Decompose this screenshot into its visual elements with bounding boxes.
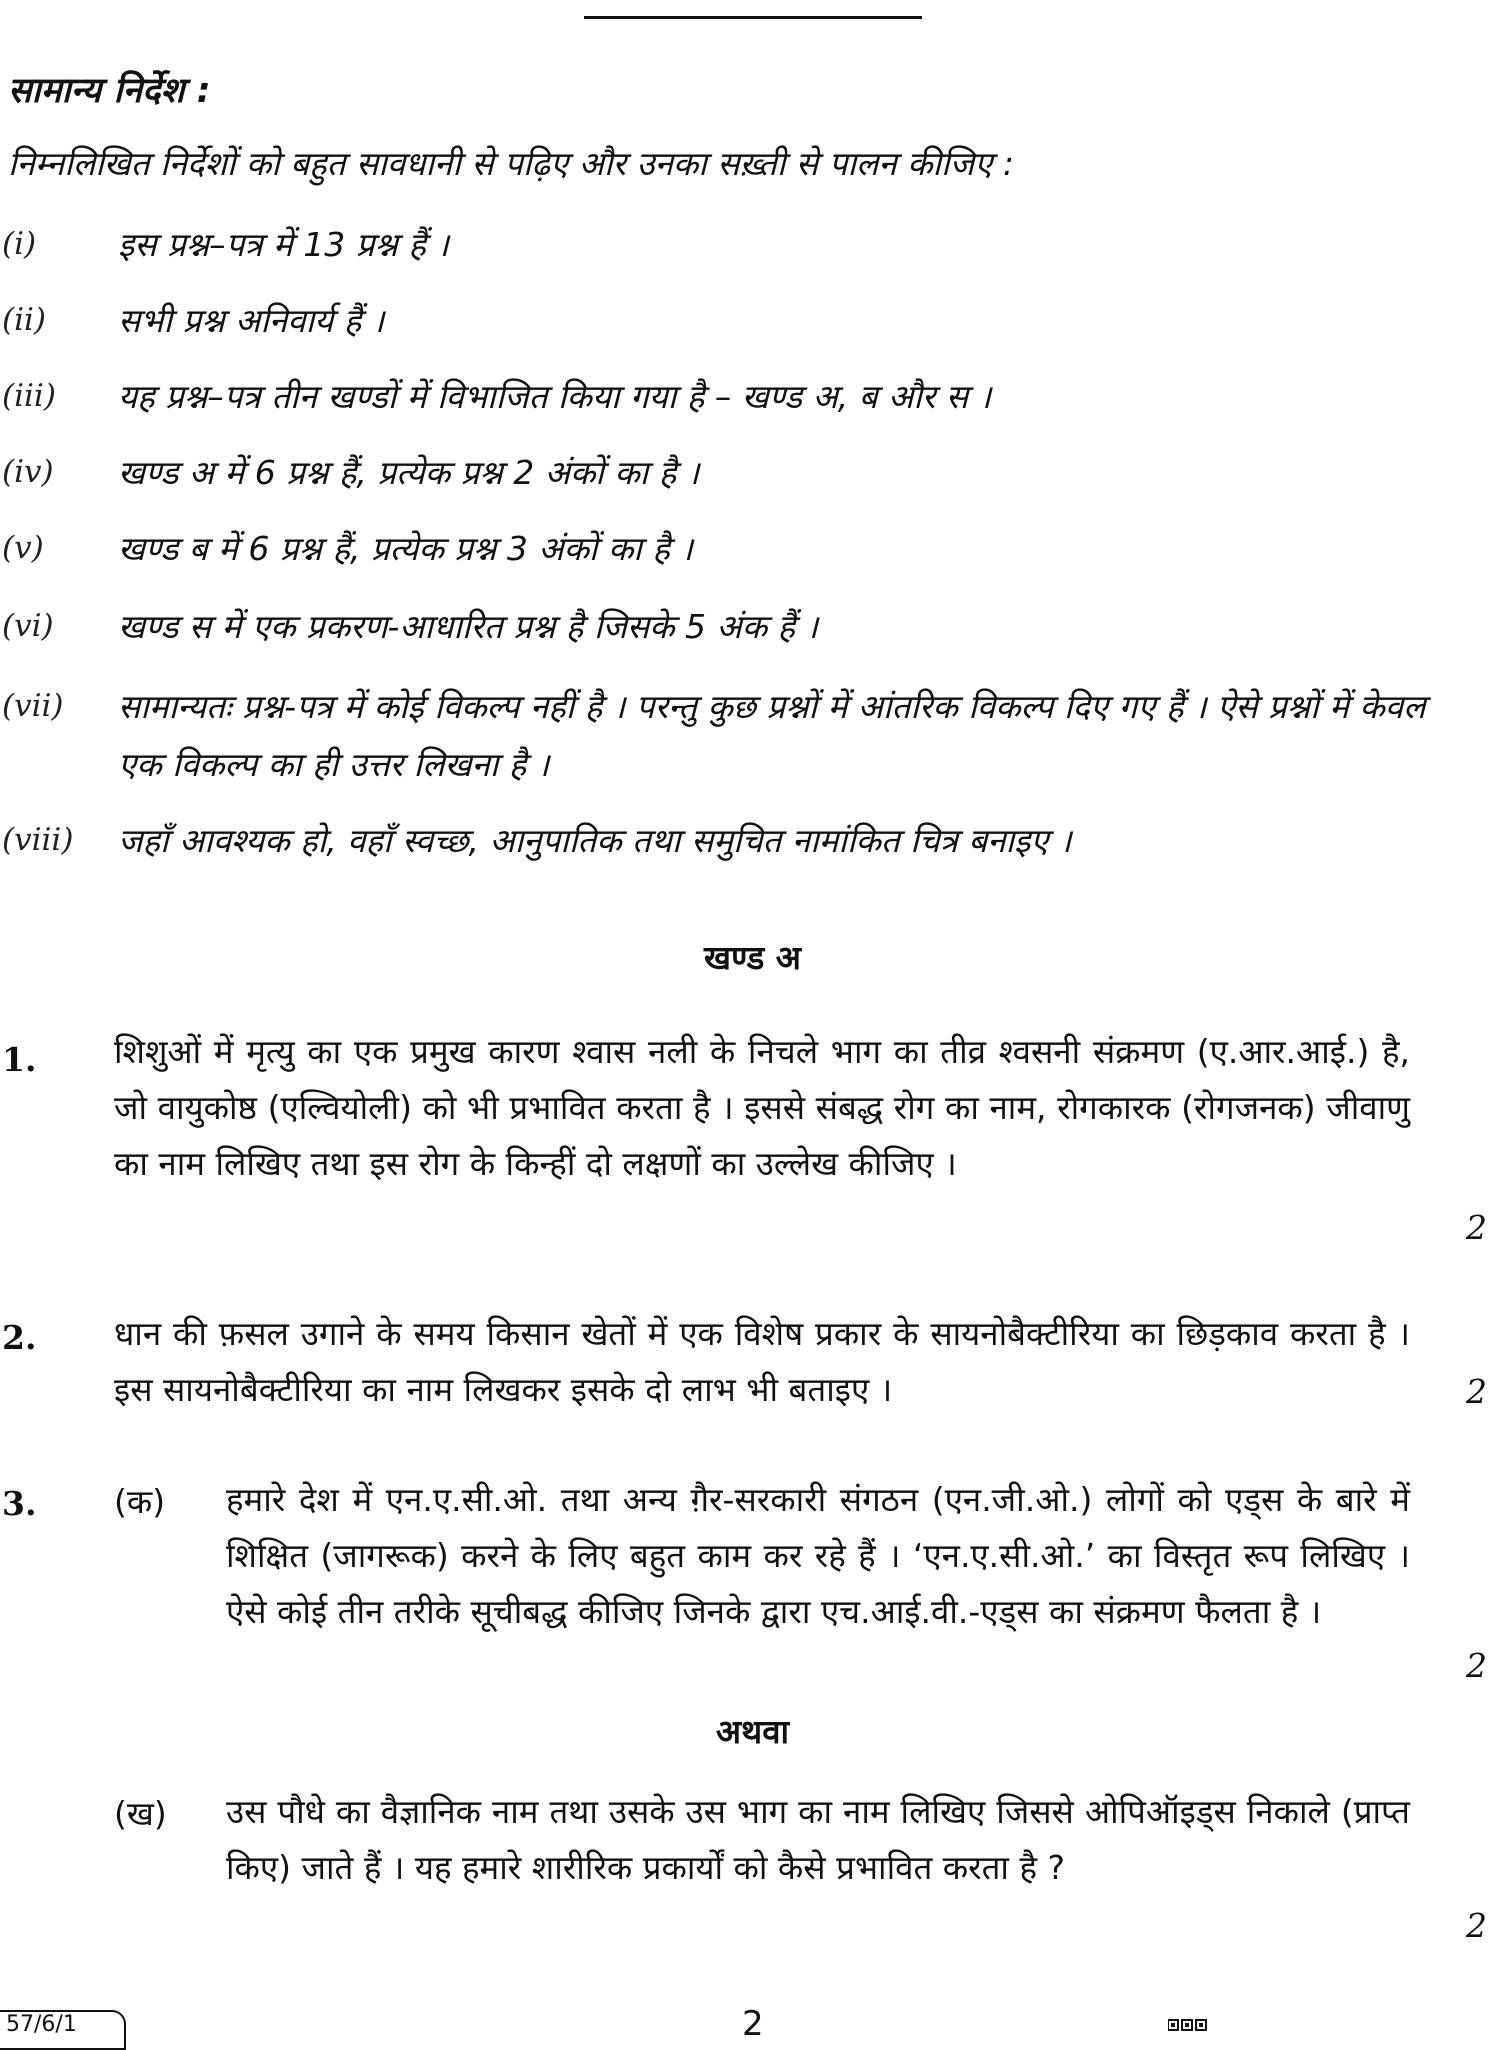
question-marks: 2	[1466, 1208, 1487, 1247]
instruction-text: इस प्रश्न–पत्र में 13 प्रश्न हैं ।	[118, 225, 449, 264]
instruction-number: (v)	[2, 530, 44, 566]
instruction-text: खण्ड स में एक प्रकरण-आधारित प्रश्न है जिसके 5 अंक हैं ।	[118, 607, 819, 646]
subpart-label: (क)	[114, 1482, 166, 1521]
instruction-number: (vii)	[2, 688, 64, 724]
question-marks: 2	[1466, 1372, 1487, 1411]
instruction-number: (iv)	[2, 454, 54, 490]
instruction-text: सामान्यतः प्रश्न-पत्र में कोई विकल्प नहीं है । परन्तु कुछ प्रश्नों में आंतरिक विकल्प दिए गए हैं । ऐसे प्रश्नों में केवल एक विकल्प का ही उत्तर लिखना है ।	[118, 687, 1426, 784]
top-rule	[584, 16, 922, 19]
instruction-text: जहाँ आवश्यक हो, वहाँ स्वच्छ, आनुपातिक तथा समुचित नामांकित चित्र बनाइए ।	[118, 821, 1072, 860]
question-text: धान की फ़सल उगाने के समय किसान खेतों में एक विशेष प्रकार के सायनोबैक्टीरिया का छिड़काव करता है । इस सायनोबैक्टीरिया का नाम लिखकर इसके दो लाभ भी बताइए ।	[114, 1314, 1410, 1409]
or-label: अथवा	[715, 1712, 790, 1751]
instruction-text: खण्ड अ में 6 प्रश्न हैं, प्रत्येक प्रश्न 2 अंकों का है ।	[118, 453, 700, 492]
paper-code: 57/6/1	[0, 2010, 126, 2050]
question-text: शिशुओं में मृत्यु का एक प्रमुख कारण श्वास नली के निचले भाग का तीव्र श्वसनी संक्रमण (ए.आर.आई.) है, जो वायुकोष्ठ (एल्वियोली) को भी प्रभावित करता है । इससे संबद्ध रोग का नाम, रोगकारक (रोगजनक) जीवाणु का नाम लिखिए तथा इस रोग के किन्हीं दो लक्षणों का उल्लेख कीजिए ।	[114, 1032, 1410, 1183]
subpart-text: हमारे देश में एन.ए.सी.ओ. तथा अन्य ग़ैर-सरकारी संगठन (एन.जी.ओ.) लोगों को एड्स के बारे में शिक्षित (जागरूक) करने के लिए बहुत काम कर रहे हैं । ‘एन.ए.सी.ओ.’ का विस्तृत रूप लिखिए । ऐसे कोई तीन तरीके सूचीबद्ध कीजिए जिनके द्वारा एच.आई.वी.-एड्स का संक्रमण फैलता है ।	[226, 1480, 1410, 1631]
question-number: 3.	[2, 1484, 37, 1523]
subpart-label: (ख)	[114, 1794, 167, 1833]
question-number: 1.	[2, 1040, 37, 1079]
instructions-intro: निम्नलिखित निर्देशों को बहुत सावधानी से पढ़िए और उनका सख़्ती से पालन कीजिए :	[8, 144, 1014, 183]
page-number: 2	[742, 2004, 764, 2044]
instruction-number: (viii)	[2, 822, 74, 858]
instruction-number: (vi)	[2, 608, 54, 644]
instruction-number: (ii)	[2, 302, 47, 338]
question-marks: 2	[1466, 1646, 1487, 1685]
instructions-heading: सामान्य निर्देश :	[8, 71, 211, 111]
instruction-number: (i)	[2, 226, 37, 262]
qr-code-icon	[1168, 2018, 1208, 2034]
instruction-text: सभी प्रश्न अनिवार्य हैं ।	[118, 301, 385, 340]
instruction-number: (iii)	[2, 378, 56, 414]
section-title: खण्ड अ	[703, 938, 802, 977]
subpart-text: उस पौधे का वैज्ञानिक नाम तथा उसके उस भाग का नाम लिखिए जिससे ओपिऑइड्स निकाले (प्राप्त किए) जाते हैं । यह हमारे शारीरिक प्रकार्यों को कैसे प्रभावित करता है ?	[226, 1792, 1410, 1887]
instruction-text: यह प्रश्न–पत्र तीन खण्डों में विभाजित किया गया है – खण्ड अ, ब और स ।	[118, 377, 992, 416]
question-number: 2.	[2, 1318, 37, 1357]
instruction-text: खण्ड ब में 6 प्रश्न हैं, प्रत्येक प्रश्न 3 अंकों का है ।	[118, 529, 693, 568]
question-marks: 2	[1466, 1906, 1487, 1945]
